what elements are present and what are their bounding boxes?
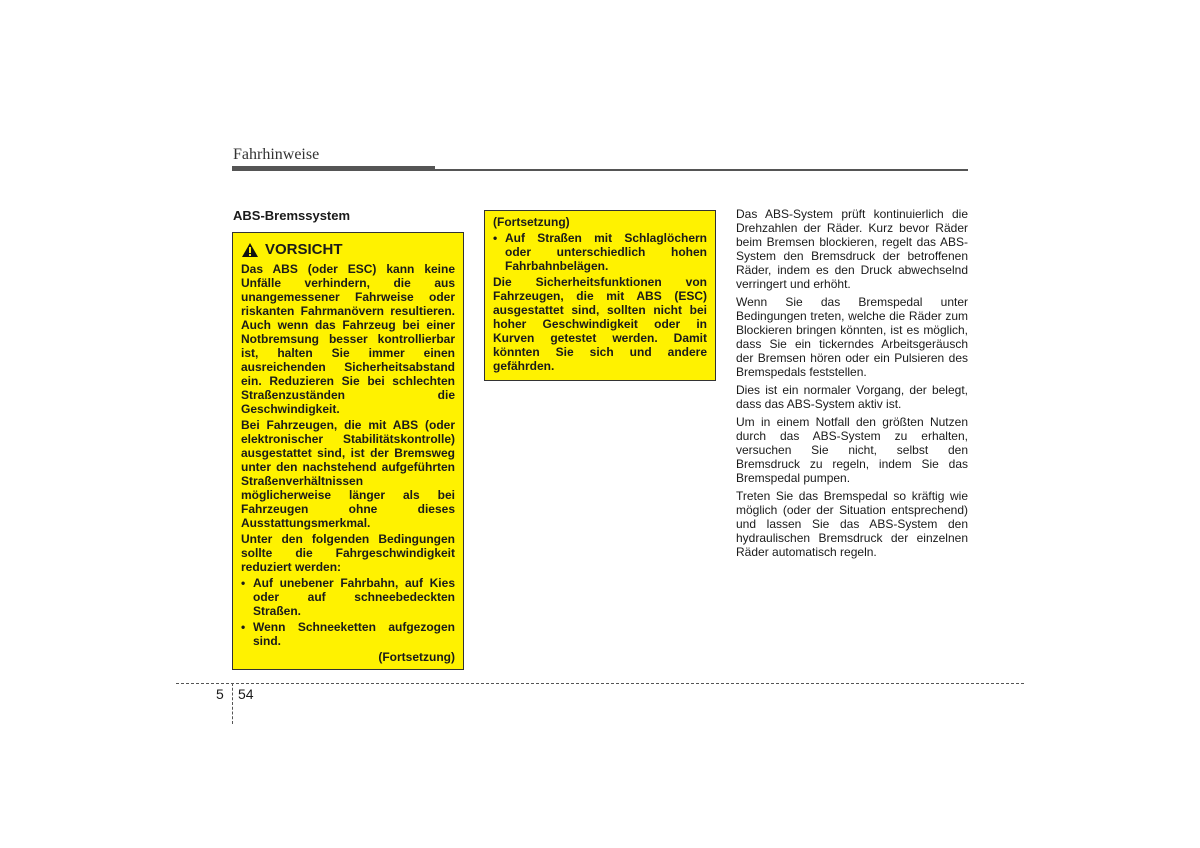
caution-continuation-heading: (Fortsetzung) xyxy=(493,215,570,229)
footer-chapter-number: 5 xyxy=(216,686,224,702)
header-rule-thin xyxy=(435,169,968,171)
caution-header xyxy=(241,242,455,258)
caution-continuation-paragraph: Die Sicherheitsfunktionen von Fahrzeugen, die mit ABS (ESC) ausgestattet sind, sollten nicht bei hoher Geschwindigkeit oder in Kurven getestet werden. Damit könnten Sie sich und andere gefährden. xyxy=(493,275,707,373)
page-header-title: Fahrhinweise xyxy=(233,146,320,163)
body-paragraph: Treten Sie das Bremspedal so kräftig wie möglich (oder der Situation entsprechend) und lassen Sie das ABS-System den hydraulischen Bremsdruck der einzelnen Räder automatisch regeln. xyxy=(736,489,968,559)
body-paragraph: Wenn Sie das Bremspedal unter Bedingungen treten, welche die Räder zum Blockieren bringen könnten, ist es möglich, dass Sie ein tickerndes Arbeitsgeräusch der Bremsen hören oder ein Pulsieren des Bremspedals feststellen. xyxy=(736,295,968,379)
caution-paragraph: Bei Fahrzeugen, die mit ABS (oder elektronischer Stabilitätskontrolle) ausgestattet sind, ist der Bremsweg unter den nachstehend aufgeführten Straßenverhältnissen möglicherweise länger als bei Fahrzeugen ohne dieses Ausstattungsmerkmal. xyxy=(241,418,455,530)
caution-bullet-item xyxy=(241,620,455,648)
footer-page-number: 54 xyxy=(238,686,254,702)
caution-paragraph: Das ABS (oder ESC) kann keine Unfälle verhindern, die aus unangemessener Fahrweise oder riskanten Fahrmanövern resultieren. Auch wenn das Fahrzeug bei einer Notbremsung besser kontrollierbar ist, halten Sie immer einen ausreichenden Sicherheitsabstand ein. Reduzieren Sie bei schlechten Straßenzuständen die Geschwindigkeit. xyxy=(241,262,455,416)
caution-continued-label: (Fortsetzung) xyxy=(378,650,455,664)
header-rule-thick xyxy=(232,166,435,171)
section-heading: ABS-Bremssystem xyxy=(233,208,351,223)
body-text-column xyxy=(736,207,968,563)
body-paragraph: Das ABS-System prüft kontinuierlich die Drehzahlen der Räder. Kurz bevor Räder beim Bremsen blockieren, regelt das ABS-System den Bremsdruck der betroffenen Räder, indem es den Druck abwechselnd verringert und erhöht. xyxy=(736,207,968,291)
body-paragraph: Um in einem Notfall den größten Nutzen durch das ABS-System zu erhalten, versuchen Sie nicht, selbst den Bremsdruck zu regeln, indem Sie das Bremspedal pumpen. xyxy=(736,415,968,485)
caution-continuation-box xyxy=(484,210,716,381)
bullet-icon: • xyxy=(241,620,246,634)
caution-continuation-bullet-text: Auf Straßen mit Schlaglöchern oder unterschiedlich hohen Fahrbahnbelägen. xyxy=(505,231,707,273)
caution-label: VORSICHT xyxy=(265,241,343,258)
bullet-icon: • xyxy=(493,231,498,245)
caution-box xyxy=(232,232,464,670)
caution-bullet-text: Wenn Schneeketten aufgezogen sind. xyxy=(253,620,455,648)
body-paragraph: Dies ist ein normaler Vorgang, der belegt, dass das ABS-System aktiv ist. xyxy=(736,383,968,411)
bullet-icon: • xyxy=(241,576,246,590)
footer-dashed-divider xyxy=(232,683,233,724)
footer-dashed-rule xyxy=(176,683,1024,684)
warning-triangle-icon xyxy=(241,242,259,258)
caution-bullet-item xyxy=(241,576,455,618)
caution-continuation-bullet-item xyxy=(493,231,707,273)
caution-bullet-text: Auf unebener Fahrbahn, auf Kies oder auf schneebedeckten Straßen. xyxy=(253,576,455,618)
caution-paragraph: Unter den folgenden Bedingungen sollte die Fahrgeschwindigkeit reduziert werden: xyxy=(241,532,455,574)
